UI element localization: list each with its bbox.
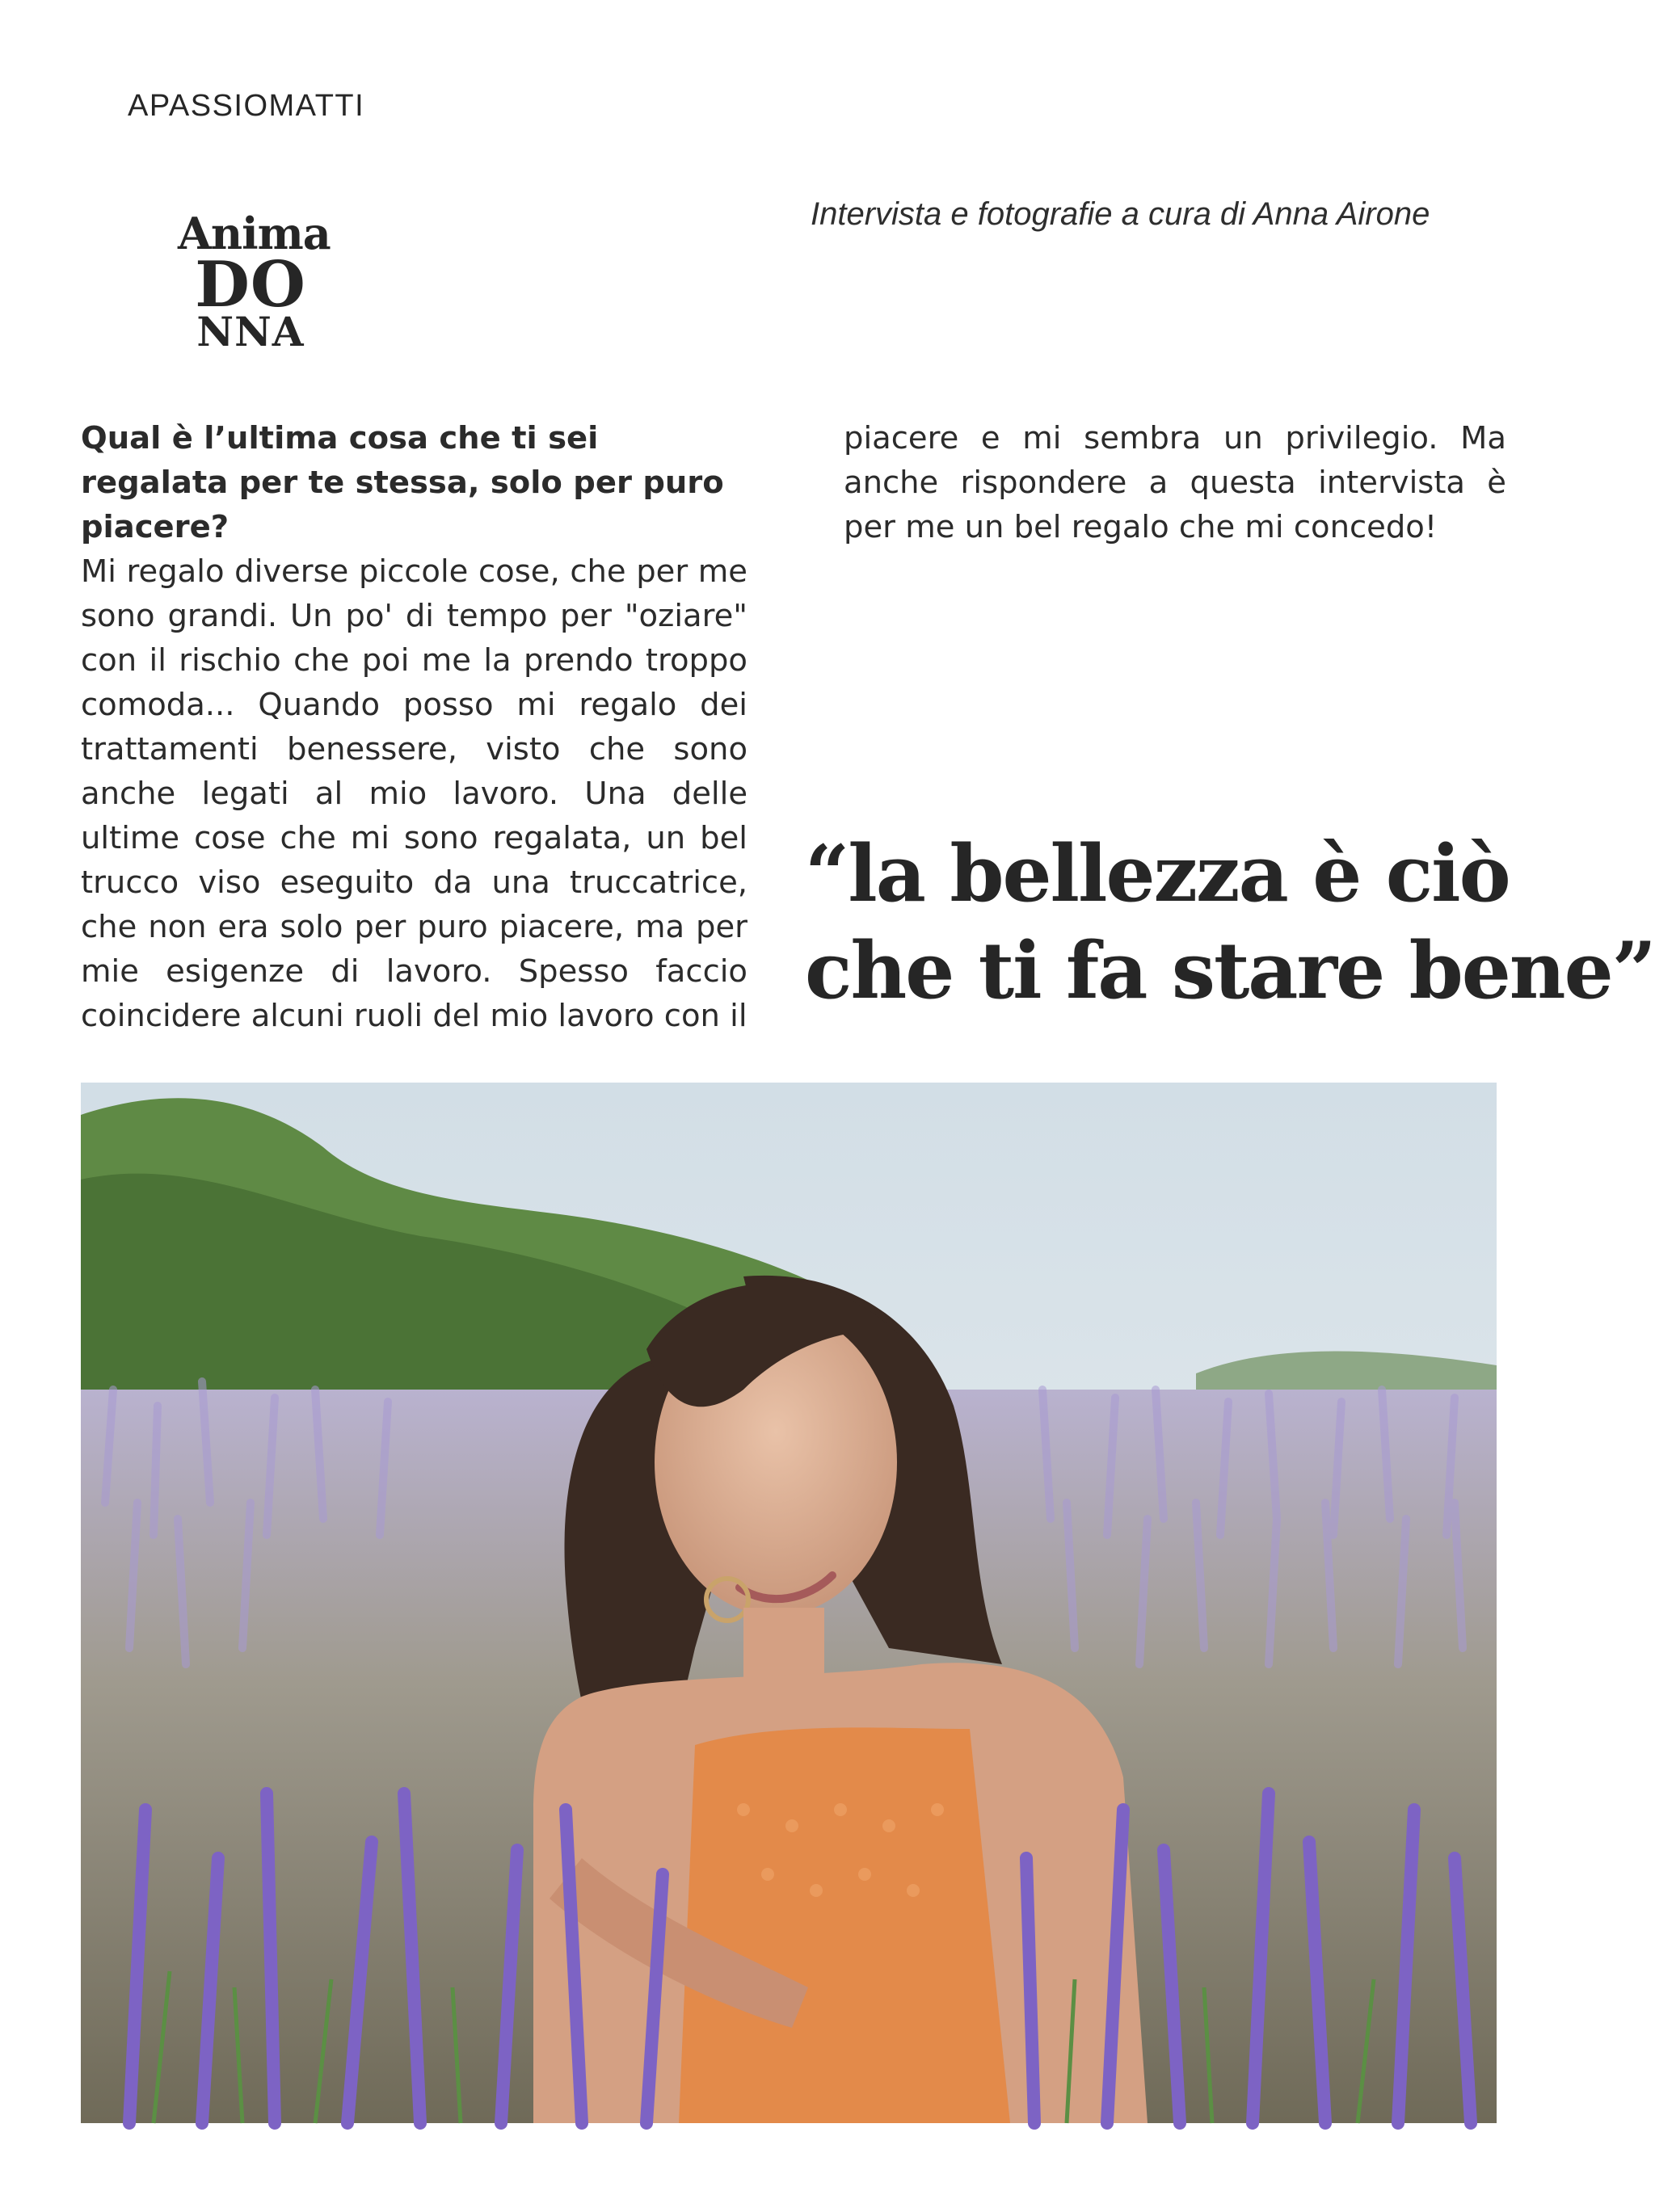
- article-column-right: [844, 416, 1506, 549]
- dress: [679, 1727, 1010, 2123]
- photo-illustration: [81, 1083, 1497, 2123]
- author-credit: Intervista e fotografie a cura di Anna Airone: [811, 196, 1430, 232]
- interview-answer-part-2: piacere e mi sembra un privilegio. Ma anche rispondere a questa intervista è per me un bel regalo che mi concedo!: [844, 420, 1506, 545]
- pull-quote-line-2: che ti fa stare bene”: [805, 925, 1655, 1016]
- interview-question: Qual è l’ultima cosa che ti sei regalata per te stessa, solo per puro piacere?: [81, 420, 724, 545]
- magazine-logo: [178, 208, 331, 355]
- logo-line-1: Anima: [178, 208, 331, 259]
- pull-quote-line-1: “la bellezza è ciò: [805, 828, 1510, 919]
- logo-line-3: NNA: [196, 308, 305, 355]
- portrait-photo: [81, 1083, 1497, 2123]
- article-column-left: [81, 416, 747, 1038]
- pull-quote: [805, 826, 1655, 1020]
- logo-line-2: DO: [195, 248, 306, 322]
- interview-answer-part-1: Mi regalo diverse piccole cose, che per me sono grandi. Un po' di tempo per "oziare" con il rischio che poi me la prendo troppo comoda... Quando posso mi regalo dei trattamenti benessere, visto che sono anche legati al mio lavoro. Una delle ultime cose che mi sono regalata, un bel trucco viso eseguito da una truccatrice, che non era solo per puro piacere, ma per mie esigenze di lavoro. Spesso faccio coincidere alcuni ruoli del mio lavoro con il: [81, 553, 747, 1034]
- section-label: APASSIOMATTI: [128, 89, 365, 123]
